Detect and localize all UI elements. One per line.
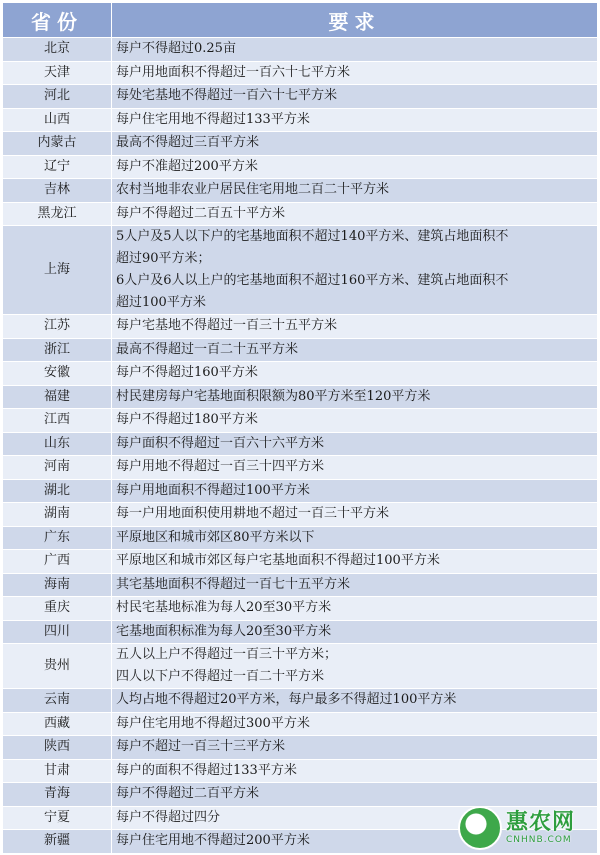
province-cell: 辽宁 [3,155,112,179]
table-row [3,385,598,409]
province-cell: 安徽 [3,362,112,386]
requirement-line: 5人户及5人以下户的宅基地面积不超过140平方米、建筑占地面积不 [116,229,509,244]
watermark-logo [458,803,598,853]
requirement-cell [112,689,598,713]
province-cell: 西藏 [3,712,112,736]
table-row [3,432,598,456]
table-row [3,179,598,203]
province-cell: 重庆 [3,597,112,621]
requirement-line: 村民建房每户宅基地面积限额为80平方米至120平方米 [116,388,431,404]
requirement-cell [112,736,598,760]
province-cell: 山西 [3,108,112,132]
requirement-cell [112,108,598,132]
province-cell: 青海 [3,783,112,807]
requirement-line: 最高不得超过三百平方米 [116,135,260,151]
requirement-line: 每户不得超过二百五十平方米 [116,205,286,221]
province-cell: 云南 [3,689,112,713]
requirement-cell [112,620,598,644]
province-cell: 湖南 [3,503,112,527]
table-row [3,526,598,550]
requirement-cell [112,385,598,409]
province-cell: 甘肃 [3,759,112,783]
requirement-line: 每户住宅用地不得超过300平方米 [116,715,310,731]
requirement-cell [112,597,598,621]
province-cell: 江西 [3,409,112,433]
province-cell: 福建 [3,385,112,409]
requirement-line: 每处宅基地不得超过一百六十七平方米 [116,88,338,104]
requirement-line: 每户不得超过160平方米 [116,365,258,381]
province-cell: 浙江 [3,338,112,362]
requirement-cell [112,85,598,109]
requirement-cell [112,409,598,433]
table-row [3,85,598,109]
province-cell: 湖北 [3,479,112,503]
requirement-cell [112,644,598,689]
requirement-line: 每户面积不得超过一百六十六平方米 [116,435,325,451]
province-cell: 河南 [3,456,112,480]
requirement-cell [112,526,598,550]
table-row [3,338,598,362]
table-row [3,479,598,503]
table-row [3,409,598,433]
province-cell: 上海 [3,226,112,315]
province-cell: 内蒙古 [3,132,112,156]
requirement-cell [112,132,598,156]
requirement-line: 平原地区和城市郊区每户宅基地面积不得超过100平方米 [116,553,440,569]
province-cell: 江苏 [3,315,112,339]
province-cell: 北京 [3,38,112,62]
requirement-line: 每户不得超过0.25亩 [116,41,236,57]
requirement-cell [112,759,598,783]
requirement-line: 每户不得超过四分 [116,809,221,825]
requirement-line: 每户的面积不得超过133平方米 [116,762,297,778]
province-cell: 海南 [3,573,112,597]
requirement-line: 宅基地面积标准为每人20至30平方米 [116,623,332,639]
table-row [3,132,598,156]
table-row [3,108,598,132]
table-row [3,597,598,621]
province-cell: 河北 [3,85,112,109]
requirement-cell [112,456,598,480]
requirement-cell [112,503,598,527]
table-row [3,644,598,689]
requirement-line: 超过90平方米； [116,251,211,266]
requirement-line: 每户住宅用地不得超过133平方米 [116,111,310,127]
header-requirement: 要求 [112,3,598,38]
requirement-cell [112,38,598,62]
province-cell: 山东 [3,432,112,456]
requirement-cell [112,179,598,203]
province-cell: 贵州 [3,644,112,689]
requirement-line: 6人户及6人以上户的宅基地面积不超过160平方米、建筑占地面积不 [116,273,509,288]
requirement-line: 每户用地面积不得超过一百六十七平方米 [116,64,351,80]
table-row [3,202,598,226]
province-cell: 天津 [3,61,112,85]
requirement-cell [112,338,598,362]
table-row [3,689,598,713]
requirement-line: 每户不准超过200平方米 [116,158,258,174]
requirement-line: 农村当地非农业户居民住宅用地二百二十平方米 [116,182,390,198]
requirement-line: 最高不得超过一百二十五平方米 [116,341,299,357]
requirement-cell [112,155,598,179]
province-cell: 广西 [3,550,112,574]
table-row [3,155,598,179]
requirement-line: 每一户用地面积使用耕地不超过一百三十平方米 [116,506,390,522]
header-province: 省份 [3,3,112,38]
table-row [3,456,598,480]
province-cell: 广东 [3,526,112,550]
requirement-cell [112,61,598,85]
requirement-line: 每户用地面积不得超过100平方米 [116,482,310,498]
requirement-cell [112,315,598,339]
leaf-logo-icon [458,806,502,850]
table-row [3,620,598,644]
table-row [3,736,598,760]
province-cell: 四川 [3,620,112,644]
requirement-cell [112,573,598,597]
table-row [3,550,598,574]
table-row [3,226,598,315]
housing-land-table [2,2,598,854]
province-cell: 宁夏 [3,806,112,830]
requirement-line: 其宅基地面积不得超过一百七十五平方米 [116,576,351,592]
requirement-cell [112,432,598,456]
requirement-line: 每户住宅用地不得超过200平方米 [116,833,310,849]
requirement-line: 每户不超过一百三十三平方米 [116,739,286,755]
requirement-line: 平原地区和城市郊区80平方米以下 [116,529,315,545]
table-row [3,573,598,597]
requirement-line: 人均占地不得超过20平方米，每户最多不得超过100平方米 [116,692,457,708]
requirement-cell [112,550,598,574]
requirement-cell [112,362,598,386]
province-cell: 黑龙江 [3,202,112,226]
table-row [3,362,598,386]
requirement-line: 每户用地不得超过一百三十四平方米 [116,459,325,475]
requirement-cell [112,712,598,736]
table-row [3,38,598,62]
requirement-line: 每户宅基地不得超过一百三十五平方米 [116,318,338,334]
table-header-row [3,3,598,38]
table-row [3,503,598,527]
province-cell: 吉林 [3,179,112,203]
requirement-line: 超过100平方米 [116,295,206,310]
table-row [3,61,598,85]
requirement-line: 村民宅基地标准为每人20至30平方米 [116,600,332,616]
requirement-line: 每户不得超过180平方米 [116,412,258,428]
table-row [3,759,598,783]
requirement-cell [112,479,598,503]
requirement-line: 五人以上户不得超过一百三十平方米； [116,647,338,662]
province-cell: 陕西 [3,736,112,760]
watermark-name: 惠农网 [506,809,576,835]
requirement-cell [112,202,598,226]
watermark-domain: CNHNB.COM [506,834,572,845]
province-cell: 新疆 [3,830,112,854]
requirement-line: 每户不得超过二百平方米 [116,786,260,802]
table-row [3,712,598,736]
requirement-line: 四人以下户不得超过一百二十平方米 [116,669,325,684]
table-row [3,315,598,339]
table-body [3,38,598,854]
requirement-cell [112,226,598,315]
